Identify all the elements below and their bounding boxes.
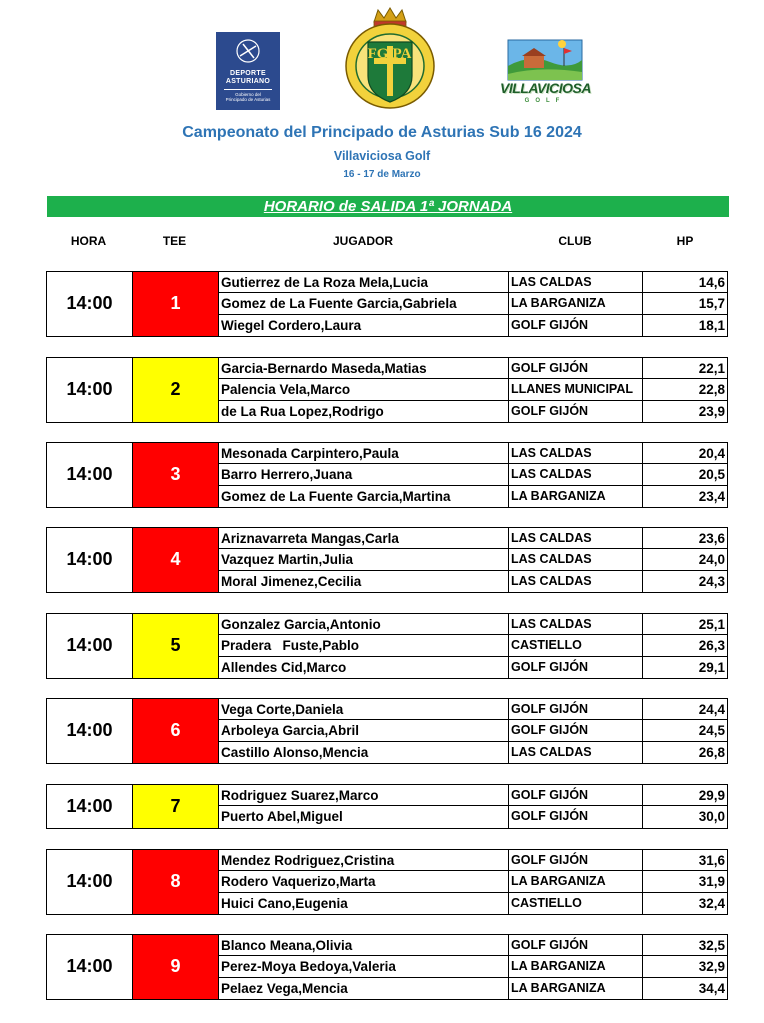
player-club: GOLF GIJÓN [509,850,643,870]
player-name: Gomez de La Fuente Garcia,Gabriela [219,293,509,313]
table-row [219,272,727,293]
player-handicap: 23,9 [698,403,725,419]
player-name: Palencia Vela,Marco [219,379,509,399]
player-club: LAS CALDAS [509,272,643,292]
player-club: GOLF GIJÓN [509,699,643,719]
player-handicap: 34,4 [698,980,725,996]
tee-time: 14:00 [66,379,113,400]
tee-group [46,934,728,1000]
tee-number: 2 [132,358,219,422]
player-handicap: 14,6 [698,275,725,290]
player-name: Rodero Vaquerizo,Marta [219,871,509,891]
player-handicap: 32,4 [698,895,725,911]
table-row [219,806,727,827]
table-row [219,742,727,763]
federation-crest-logo [344,6,436,110]
table-row [219,293,727,314]
table-row [219,528,727,549]
player-name: Wiegel Cordero,Laura [219,315,509,336]
player-name: Puerto Abel,Miguel [219,806,509,827]
player-name: de La Rua Lopez,Rodrigo [219,401,509,422]
player-name: Blanco Meana,Olivia [219,935,509,955]
player-handicap: 18,1 [698,317,725,333]
player-name: Gutierrez de La Roza Mela,Lucia [219,272,509,292]
player-club: GOLF GIJÓN [509,720,643,740]
table-row [219,785,727,806]
tee-time: 14:00 [66,635,113,656]
player-handicap: 25,1 [698,617,725,632]
player-name: Ariznavarreta Mangas,Carla [219,528,509,548]
tee-number: 9 [132,935,219,999]
player-club: GOLF GIJÓN [509,315,643,336]
player-handicap: 31,6 [698,853,725,868]
player-club: GOLF GIJÓN [509,657,643,678]
table-row [219,358,727,379]
tee-time: 14:00 [66,293,113,314]
table-row [219,401,727,422]
player-name: Allendes Cid,Marco [219,657,509,678]
player-name: Castillo Alonso,Mencia [219,742,509,763]
tee-number: 8 [132,850,219,914]
table-row [219,956,727,977]
player-handicap: 23,6 [698,531,725,546]
player-club: LAS CALDAS [509,528,643,548]
tee-time: 14:00 [66,956,113,977]
column-header-club: CLUB [558,234,592,248]
player-name: Pelaez Vega,Mencia [219,978,509,999]
tee-number: 5 [132,614,219,678]
tee-number: 4 [132,528,219,592]
table-row [219,486,727,507]
player-name: Mesonada Carpintero,Paula [219,443,509,463]
player-name: Pradera Fuste,Pablo [219,635,509,655]
player-club: LAS CALDAS [509,443,643,463]
villaviciosa-golf-logo: VILLAVICIOSA GOLF [500,36,590,110]
player-handicap: 30,0 [698,809,725,825]
player-club: LA BARGANIZA [509,956,643,976]
player-club: GOLF GIJÓN [509,806,643,827]
player-handicap: 20,5 [698,467,725,483]
tee-time: 14:00 [66,720,113,741]
player-club: CASTIELLO [509,635,643,655]
player-handicap: 23,4 [698,488,725,504]
table-row [219,315,727,336]
table-row [219,657,727,678]
player-name: Vazquez Martin,Julia [219,549,509,569]
table-row [219,443,727,464]
player-handicap: 20,4 [698,446,725,461]
tee-group [46,784,728,829]
tee-group [46,613,728,679]
player-club: GOLF GIJÓN [509,935,643,955]
player-handicap: 24,4 [698,702,725,717]
tee-time: 14:00 [66,871,113,892]
table-row [219,699,727,720]
player-club: LLANES MUNICIPAL [509,379,643,399]
tee-group [46,698,728,764]
player-name: Gonzalez Garcia,Antonio [219,614,509,634]
player-name: Arboleya Garcia,Abril [219,720,509,740]
svg-text:PA: PA [392,46,412,62]
column-header-hora: HORA [70,234,107,248]
player-name: Garcia-Bernardo Maseda,Matias [219,358,509,378]
table-row [219,720,727,741]
player-handicap: 24,0 [698,552,725,568]
player-handicap: 24,3 [698,573,725,589]
table-row [219,379,727,400]
player-club: LA BARGANIZA [509,871,643,891]
player-club: CASTIELLO [509,893,643,914]
tee-number: 1 [132,272,219,336]
table-row [219,549,727,570]
player-club: LAS CALDAS [509,742,643,763]
player-handicap: 26,8 [698,744,725,760]
player-club: GOLF GIJÓN [509,358,643,378]
player-name: Barro Herrero,Juana [219,464,509,484]
tee-time: 14:00 [66,549,113,570]
player-club: LAS CALDAS [509,464,643,484]
player-handicap: 29,1 [698,659,725,675]
deporte-asturiano-logo: DEPORTE ASTURIANO Gobierno del Principado de Asturias [216,32,280,110]
player-club: LAS CALDAS [509,571,643,592]
player-handicap: 22,1 [698,361,725,376]
player-handicap: 24,5 [698,723,725,739]
column-header-hp: HP [676,234,694,248]
player-club: LA BARGANIZA [509,978,643,999]
player-handicap: 22,8 [698,382,725,398]
page-title: Campeonato del Principado de Asturias Sub 16 2024 [182,124,582,141]
table-row [219,935,727,956]
player-name: Vega Corte,Daniela [219,699,509,719]
svg-text:FG: FG [367,46,389,62]
column-header-jugador: JUGADOR [332,234,393,248]
tee-number: 6 [132,699,219,763]
player-club: LA BARGANIZA [509,293,643,313]
dates: 16 - 17 de Marzo [343,169,421,180]
player-name: Moral Jimenez,Cecilia [219,571,509,592]
player-club: LA BARGANIZA [509,486,643,507]
table-row [219,571,727,592]
venue: Villaviciosa Golf [333,149,431,163]
player-club: LAS CALDAS [509,614,643,634]
deporte-asturiano-emblem-icon [235,38,261,64]
table-row [219,464,727,485]
table-row [219,871,727,892]
player-handicap: 32,9 [698,959,725,975]
player-name: Rodriguez Suarez,Marco [219,785,509,805]
player-name: Perez-Moya Bedoya,Valeria [219,956,509,976]
tee-time: 14:00 [66,464,113,485]
tee-group [46,271,728,337]
player-name: Gomez de La Fuente Garcia,Martina [219,486,509,507]
column-header-tee: TEE [162,234,187,248]
tee-number: 7 [132,785,219,828]
tee-group [46,849,728,915]
player-club: GOLF GIJÓN [509,401,643,422]
tee-time: 14:00 [66,795,113,816]
player-name: Huici Cano,Eugenia [219,893,509,914]
player-handicap: 29,9 [698,788,725,803]
table-row [219,850,727,871]
table-row [219,893,727,914]
player-handicap: 26,3 [698,638,725,654]
tee-group [46,442,728,508]
tee-group [46,527,728,593]
schedule-banner: HORARIO de SALIDA 1ª JORNADA [47,196,729,217]
tee-number: 3 [132,443,219,507]
table-row [219,978,727,999]
player-club: LAS CALDAS [509,549,643,569]
table-row [219,614,727,635]
player-club: GOLF GIJÓN [509,785,643,805]
tee-group [46,357,728,423]
player-handicap: 32,5 [698,938,725,953]
table-row [219,635,727,656]
player-handicap: 15,7 [698,296,725,312]
player-name: Mendez Rodriguez,Cristina [219,850,509,870]
player-handicap: 31,9 [698,874,725,890]
